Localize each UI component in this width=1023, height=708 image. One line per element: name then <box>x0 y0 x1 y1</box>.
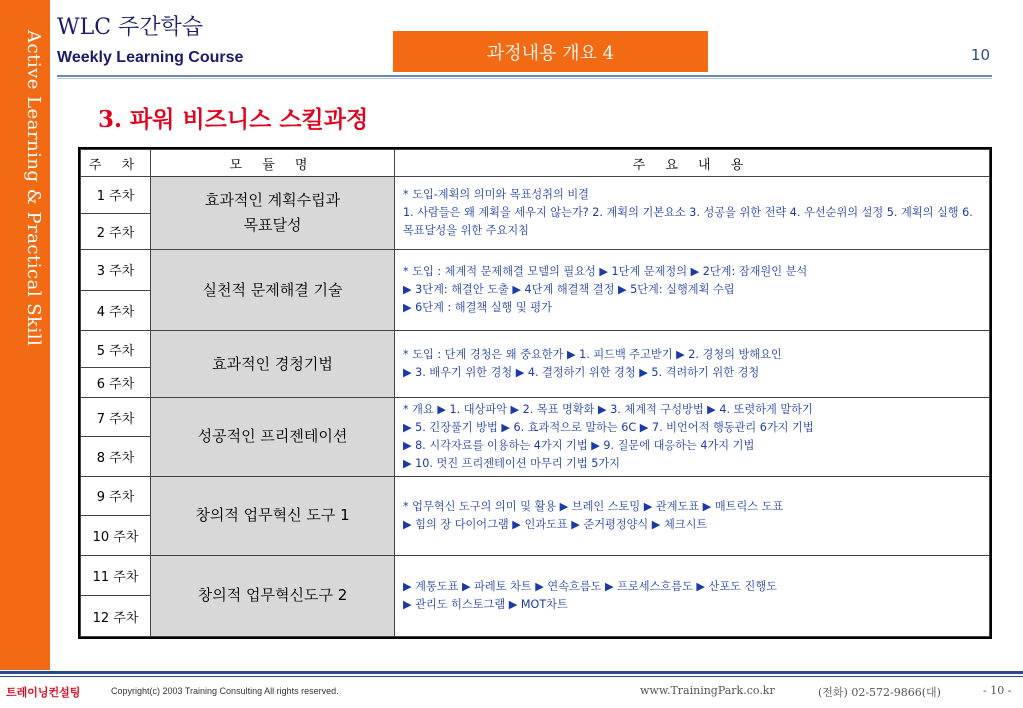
content-line: * 업무혁신 도구의 의미 및 활용 ▶ 브레인 스토밍 ▶ 관계도표 ▶ 매트릭스 도표 <box>403 499 784 513</box>
module-cell <box>151 331 395 398</box>
module-line: 목표달성 <box>243 216 302 235</box>
brand-subtitle: Weekly Learning Course <box>57 49 244 66</box>
module-line: 창의적 업무혁신 도구 1 <box>195 506 350 525</box>
footer-divider <box>0 671 1023 674</box>
week-cell: 4 주차 <box>81 290 151 331</box>
section-title: 3. 파워 비즈니스 스킬과정 <box>98 106 369 133</box>
header-divider <box>57 75 992 77</box>
content-line: ▶ 10. 멋진 프리젠테이션 마무리 기법 5가지 <box>403 456 620 470</box>
content-line: * 도입-계획의 의미와 목표성취의 비결 <box>403 188 589 202</box>
week-cell: 9 주차 <box>81 476 151 516</box>
table-row <box>81 250 990 291</box>
content-cell <box>395 476 990 555</box>
content-line: * 도입 : 체계적 문제해결 모델의 필요성 ▶ 1단계 문제정의 ▶ 2단계: 잠재원인 분석 <box>403 265 808 279</box>
content-cell <box>395 555 990 636</box>
module-cell <box>151 250 395 331</box>
week-cell: 6 주차 <box>81 367 151 397</box>
module-line: 성공적인 프리젠테이션 <box>197 427 348 446</box>
content-line: 1. 사람들은 왜 계획을 세우지 않는가? 2. 계획의 기본요소 3. 성공을 위한 전략 4. 우선순위의 설정 5. 계획의 실행 6. 목표달성을 위한 주요지침 <box>403 206 973 238</box>
footer-copyright: Copyright(c) 2003 Training Consulting All rights reserved. <box>111 686 339 696</box>
module-line: 창의적 업무혁신도구 2 <box>197 586 348 605</box>
table-row <box>81 331 990 368</box>
header-title-box <box>393 31 708 72</box>
content-cell <box>395 250 990 331</box>
side-vertical-text: Active Learning & Practical Skill <box>23 30 44 347</box>
module-cell <box>151 476 395 555</box>
content-line: ▶ 8. 시각자료를 이용하는 4가지 기법 ▶ 9. 질문에 대응하는 4가지 기법 <box>403 438 755 452</box>
week-cell: 12 주차 <box>81 596 151 637</box>
content-cell <box>395 331 990 398</box>
content-line: ▶ 힘의 장 다이어그램 ▶ 인과도표 ▶ 준거평정양식 ▶ 체크시트 <box>403 517 708 531</box>
content-line: ▶ 3단계: 해결안 도출 ▶ 4단계 해결책 결정 ▶ 5단계: 실행계획 수립 <box>403 283 735 297</box>
content-line: ▶ 6단계 : 해결책 실행 및 평가 <box>403 301 552 315</box>
content-cell <box>395 398 990 476</box>
week-cell: 3 주차 <box>81 250 151 291</box>
table-row <box>81 177 990 214</box>
module-line: 효과적인 경청기법 <box>212 354 333 373</box>
week-cell: 5 주차 <box>81 331 151 368</box>
week-cell: 10 주차 <box>81 516 151 556</box>
week-cell: 8 주차 <box>81 437 151 476</box>
header-module: 모 듈 명 <box>151 150 395 177</box>
header-title: 과정내용 개요 4 <box>486 42 615 64</box>
header-content: 주 요 내 용 <box>395 150 990 177</box>
content-line: ▶ 5. 긴장풀기 방법 ▶ 6. 효과적으로 말하는 6C ▶ 7. 비언어적 행동관리 6가지 기법 <box>403 420 814 434</box>
module-cell <box>151 398 395 476</box>
module-line: 효과적인 계획수립과 <box>204 191 341 210</box>
content-line: ▶ 계통도표 ▶ 파레토 차트 ▶ 연속흐름도 ▶ 프로세스흐름도 ▶ 산포도 진행도 <box>403 579 777 593</box>
footer-phone: (전화) 02-572-9866(대) <box>818 686 941 699</box>
week-cell: 7 주차 <box>81 398 151 437</box>
module-cell <box>151 177 395 250</box>
week-cell: 11 주차 <box>81 555 151 596</box>
table-header-row <box>81 150 990 177</box>
content-line: ▶ 3. 배우기 위한 경청 ▶ 4. 결정하기 위한 경청 ▶ 5. 격려하기 위한 경청 <box>403 366 760 380</box>
footer-brand: 트레이닝컨설팅 <box>6 686 81 699</box>
header-week: 주 차 <box>81 150 151 177</box>
table-row <box>81 398 990 437</box>
module-cell <box>151 555 395 636</box>
course-table <box>78 147 992 639</box>
footer-page-number: - 10 - <box>983 684 1012 697</box>
footer-url: www.TrainingPark.co.kr <box>640 684 775 697</box>
content-line: ▶ 관리도 히스토그램 ▶ MOT차트 <box>403 597 568 611</box>
content-cell <box>395 177 990 250</box>
week-cell: 1 주차 <box>81 177 151 214</box>
table-row <box>81 476 990 516</box>
content-line: * 도입 : 단계 경청은 왜 중요한가 ▶ 1. 피드백 주고받기 ▶ 2. 경청의 방해요인 <box>403 348 782 362</box>
header-divider-thin <box>57 78 992 79</box>
footer-divider-thin <box>0 676 1023 677</box>
module-line: 실천적 문제해결 기술 <box>202 280 343 299</box>
brand-title: WLC 주간학습 <box>57 15 204 40</box>
content-line: * 개요 ▶ 1. 대상파악 ▶ 2. 목표 명확화 ▶ 3. 체계적 구성방법 ▶ 4. 또렷하게 말하기 <box>403 402 813 416</box>
week-cell: 2 주차 <box>81 213 151 250</box>
side-bar <box>0 0 50 670</box>
table-row <box>81 555 990 596</box>
page-number: 10 <box>970 46 990 64</box>
